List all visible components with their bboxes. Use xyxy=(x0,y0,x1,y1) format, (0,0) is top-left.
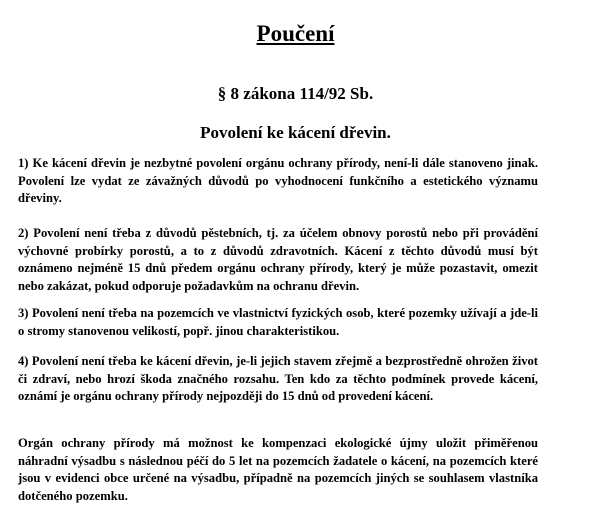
section-heading: Povolení ke kácení dřevin. xyxy=(200,123,391,142)
paragraph-1: 1) Ke kácení dřevin je nezbytné povolení orgánu ochrany přírody, není-li dále stanoveno jinak. Povolení lze vydat ze závažných důvodů po vyhodnocení funkčního a estetického významu dřeviny. xyxy=(18,156,538,206)
law-reference: § 8 zákona 114/92 Sb. xyxy=(217,84,374,103)
paragraph-5: Orgán ochrany přírody má možnost ke kompenzaci ekologické újmy uložit přiměřenou náhradní výsadbu s následnou péčí do 5 let na pozemcích žadatele o kácení, na pozemcích které jsou v evidenci obce určené na výsadbu, případně na pozemcích jiných se souhlasem vlastníka dotčeného pozemku. xyxy=(18,436,538,503)
paragraph-2: 2) Povolení není třeba z důvodů pěstebních, tj. za účelem obnovy porostů nebo při provádění výchovné probírky porostů, a to z důvodů zdravotních. Kácení z těchto důvodů musí být oznámeno nejméně 15 dnů předem orgánu ochrany přírody, který je může pozastavit, omezit nebo zakázat, pokud odporuje požadavkům na ochranu dřevin. xyxy=(18,226,538,293)
document-title: Poučení xyxy=(256,21,335,46)
paragraph-3: 3) Povolení není třeba na pozemcích ve vlastnictví fyzických osob, které pozemky užívají a jde-li o stromy stanovenou velikostí, popř. jinou charakteristikou. xyxy=(18,306,538,338)
paragraph-4: 4) Povolení není třeba ke kácení dřevin, je-li jejich stavem zřejmě a bezprostředně ohrožen život či zdraví, nebo hrozí škoda značného rozsahu. Ten kdo za těchto podmínek provede kácení, oznámí je orgánu ochrany přírody nejpozději do 15 dnů od provedení kácení. xyxy=(18,354,538,404)
